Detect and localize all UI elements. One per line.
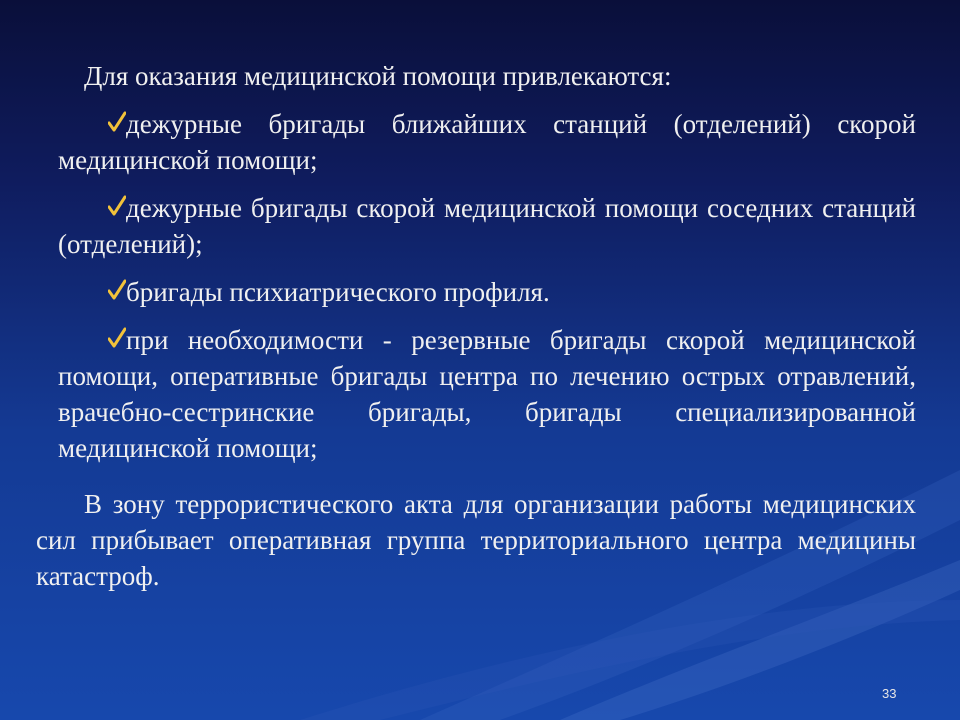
bullet-item: [58, 106, 916, 178]
bullet-text: бригады психиатрического профиля.: [126, 277, 550, 307]
bullet-item: [58, 190, 916, 262]
page-number: 33: [882, 686, 897, 701]
checkmark-icon: [108, 111, 126, 133]
bullet-text: дежурные бригады скорой медицинской помощи соседних станций (отделений);: [58, 193, 916, 259]
bullet-text: при необходимости - резервные бригады скорой медицинской помощи, оперативные бригады центра по лечению острых отравлений, врачебно-сестринские бригады, бригады специализированной медицинской помощи;: [58, 325, 916, 463]
checkmark-icon: [108, 327, 126, 349]
checkmark-icon: [108, 195, 126, 217]
bullet-list: [58, 106, 916, 478]
checkmark-icon: [108, 279, 126, 301]
bullet-item: [58, 322, 916, 466]
bullet-item: [58, 274, 916, 310]
closing-paragraph: В зону террористического акта для организации работы медицинских сил прибывает оперативная группа территориального центра медицины катастроф.: [36, 489, 916, 591]
bullet-text: дежурные бригады ближайших станций (отделений) скорой медицинской помощи;: [58, 109, 916, 175]
intro-text: Для оказания медицинской помощи привлекаются:: [84, 61, 672, 91]
